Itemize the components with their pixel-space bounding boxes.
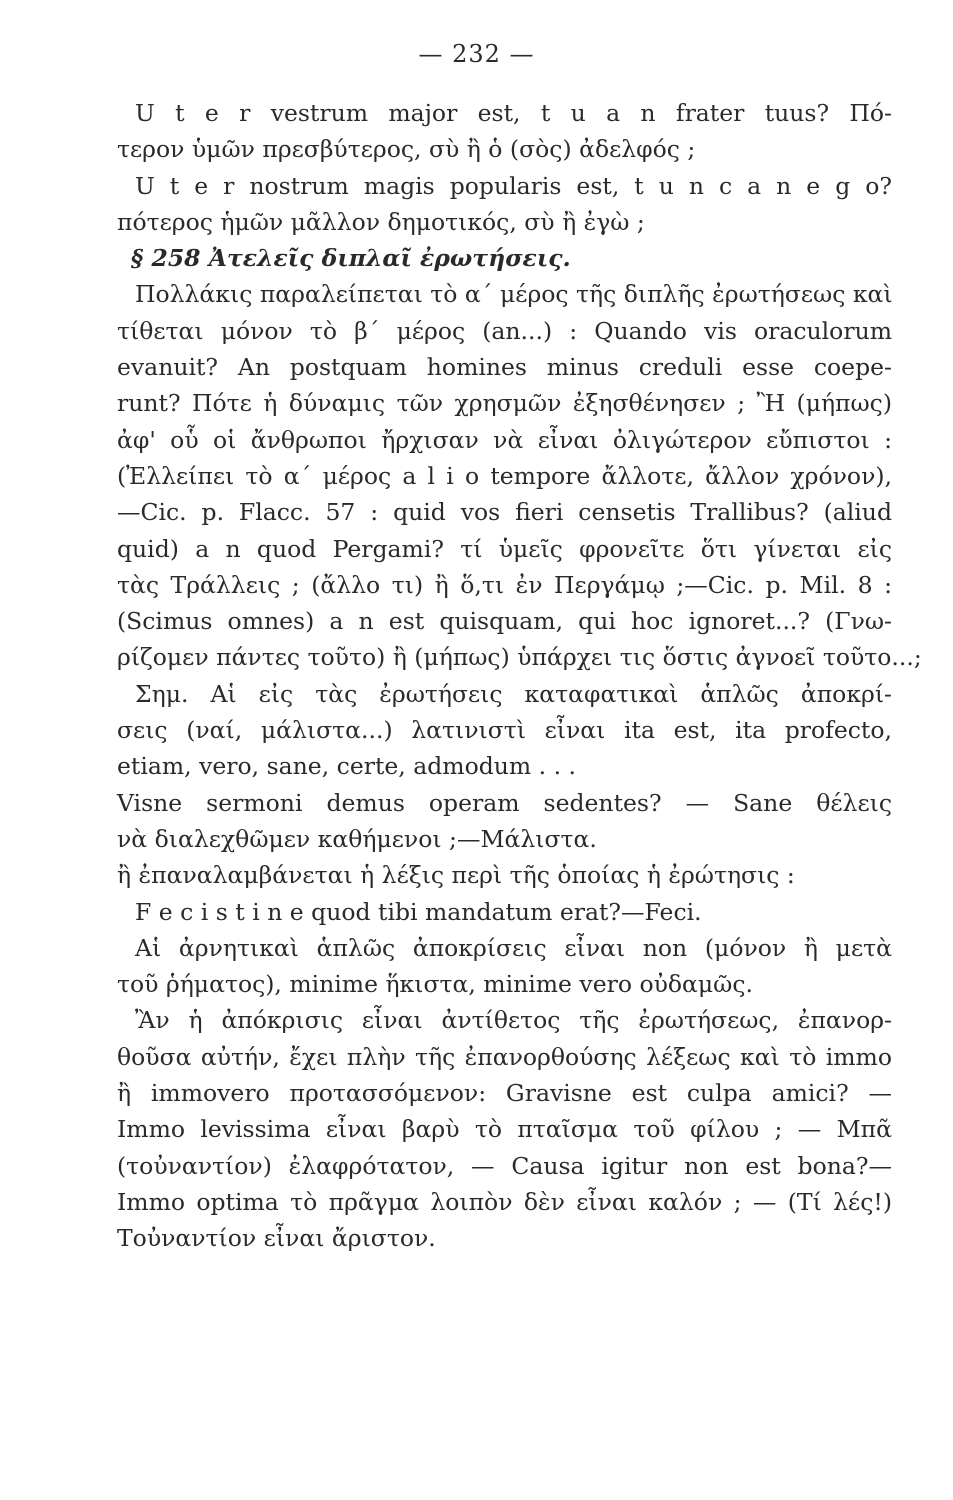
text-line: (τοὐναντίον) ἐλαφρότατον, — Causa igitur non est bona?— [117, 1151, 892, 1180]
text-line: τερον ὑμῶν πρεσβύτερος, σὺ ἢ ὁ (σὸς) ἀδελφός ; [117, 135, 696, 164]
text-line: Visne sermoni demus operam sedentes? — Sane θέλεις [117, 788, 892, 817]
text-line: —Cic. p. Flacc. 57 : quid vos fieri censetis Trallibus? (aliud [117, 498, 892, 527]
text-line: quid) a n quod Pergami? τί ὑμεῖς φρονεῖτε ὅτι γίνεται εἰς [117, 534, 892, 563]
text-line: etiam, vero, sane, certe, admodum . . . [117, 752, 577, 781]
text-line: (Scimus omnes) a n est quisquam, qui hoc ignoret...? (Γνω- [117, 607, 892, 636]
text-line: τίθεται μόνον τὸ β΄ μέρος (an...) : Quando vis oraculorum [117, 316, 892, 345]
text-line: evanuit? An postquam homines minus creduli esse coepe- [117, 353, 892, 382]
text-line: U t e r vestrum major est, t u a n frater tuus? Πό- [135, 99, 892, 127]
text-line: Τοὐναντίον εἶναι ἄριστον. [117, 1224, 436, 1253]
text-line: πότερος ἡμῶν μᾶλλον δημοτικός, σὺ ἢ ἐγὼ ; [117, 207, 645, 236]
text-line: θοῦσα αὐτήν, ἔχει πλὴν τῆς ἐπανορθούσης λέξεως καὶ τὸ immo [117, 1042, 892, 1071]
text-line: Αἱ ἀρνητικαὶ ἁπλῶς ἀποκρίσεις εἶναι non (μόνον ἢ μετὰ [135, 933, 892, 962]
text-line: Πολλάκις παραλείπεται τὸ α΄ μέρος τῆς διπλῆς ἐρωτήσεως καὶ [135, 280, 893, 309]
text-line: F e c i s t i n e quod tibi mandatum erat?—Feci. [135, 897, 702, 926]
text-line: νὰ διαλεχθῶμεν καθήμενοι ;—Μάλιστα. [117, 824, 597, 853]
text-line: (Ἐλλείπει τὸ α΄ μέρος a l i o tempore ἄλλοτε, ἄλλον χρόνον), [117, 461, 892, 490]
text-line: Ἂν ἡ ἀπόκρισις εἶναι ἀντίθετος τῆς ἐρωτήσεως, ἐπανορ- [135, 1006, 892, 1035]
text-line: Immo levissima εἶναι βαρὺ τὸ πταῖσμα τοῦ φίλου ; — Μπᾶ [117, 1115, 892, 1144]
text-line: τὰς Τράλλεις ; (ἄλλο τι) ἢ ὅ,τι ἐν Περγάμῳ ;—Cic. p. Mil. 8 : [117, 570, 892, 599]
text-line: τοῦ ῥήματος), minime ἥκιστα, minime vero οὐδαμῶς. [117, 970, 753, 999]
body-text [117, 95, 922, 1257]
note-line: Σημ. Αἱ εἰς τὰς ἐρωτήσεις καταφατικαὶ ἁπλῶς ἀποκρί- [135, 679, 892, 708]
page-number: — 232 — [418, 40, 535, 68]
section-heading: § 258 Ἀτελεῖς διπλαῖ ἐρωτήσεις. [131, 244, 571, 273]
text-line: ἀφ' οὗ οἱ ἄνθρωποι ἤρχισαν νὰ εἶναι ὀλιγώτερον εὔπιστοι : [117, 425, 892, 454]
text-line: σεις (ναί, μάλιστα...) λατινιστὶ εἶναι ita est, ita profecto, [117, 716, 892, 745]
text-line: ἢ ἐπαναλαμβάνεται ἡ λέξις περὶ τῆς ὁποίας ἡ ἐρώτησις : [117, 861, 795, 890]
text-line: ρίζομεν πάντες τοῦτο) ἢ (μήπως) ὑπάρχει τις ὅστις ἀγνοεῖ τοῦτο...; [117, 643, 922, 672]
text-line: Immo optima τὸ πρᾶγμα λοιπὸν δὲν εἶναι καλόν ; — (Τί λές!) [117, 1187, 892, 1216]
text-line: ἢ immovero προτασσόμενον: Gravisne est culpa amici? — [117, 1079, 892, 1108]
text-line: U t e r nostrum magis popularis est, t u n c a n e g o? [135, 171, 892, 200]
text-line: runt? Πότε ἡ δύναμις τῶν χρησμῶν ἐξησθένησεν ; Ἢ (μήπως) [117, 389, 892, 418]
